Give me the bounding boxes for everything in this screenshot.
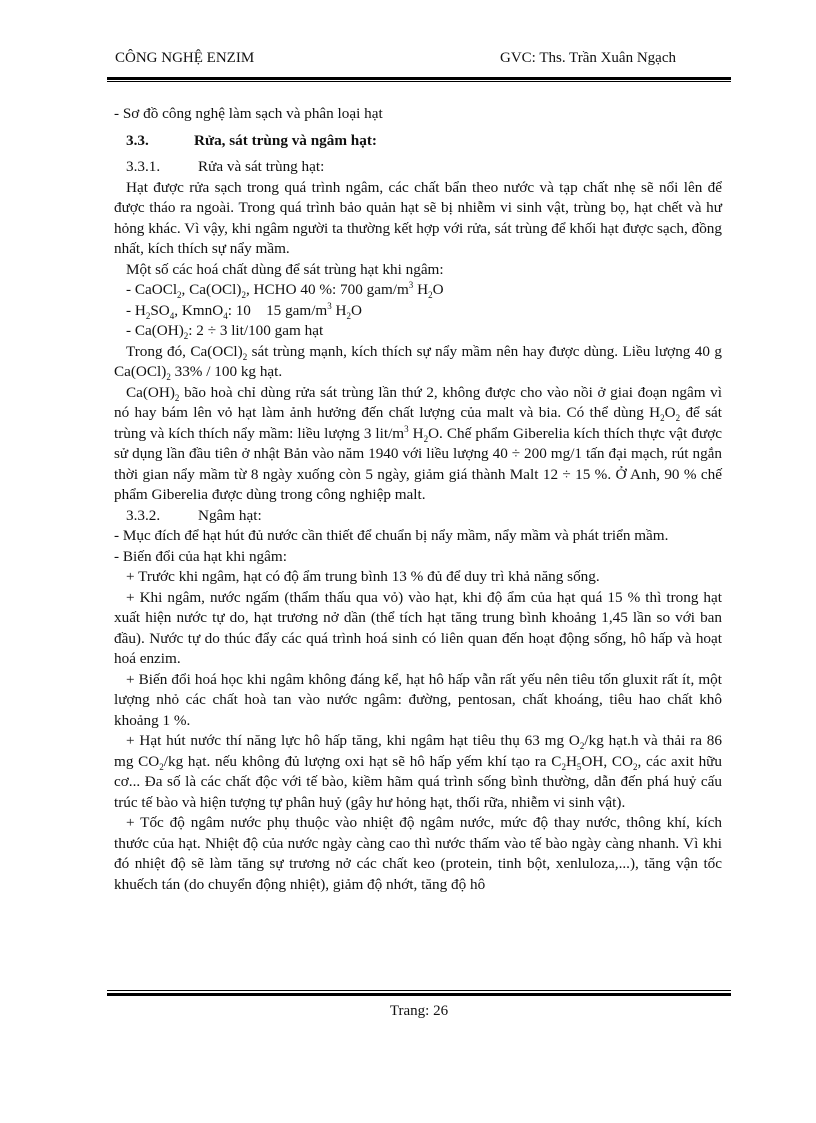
subsection-title: Rửa và sát trùng hạt: <box>198 158 325 175</box>
paragraph: + Khi ngâm, nước ngấm (thẩm thấu qua vỏ) vào hạt, khi độ ẩm của hạt quá 15 % thì trong hạt xuất hiện nước tự do, hạt trương nở dần (thể tích hạt tăng trung bình khoảng 1,45 lần so với ban đầu). Nước tự do thúc đẩy các quá trình hoá sinh có liên quan đến hoạt động sống, hô hấp và hoạt hoá enzim. <box>114 588 722 667</box>
paragraph: + Biến đổi hoá học khi ngâm không đáng kể, hạt hô hấp vẫn rất yếu nên tiêu tốn gluxit rất ít, một lượng nhỏ các chất hoà tan vào nước ngâm: đường, pentosan, chất khoáng, tiêu hao chất khô khoảng 1 %. <box>114 670 722 729</box>
section-number: 3.3. <box>126 131 149 149</box>
chemical-list-item: - $H_2SO_4$, KmnO$_4$: 10 15 gam/$m^3$ $H_2O$ <box>126 300 362 321</box>
paragraph: + Trước khi ngâm, hạt có độ ẩm trung bình 13 % đủ để duy trì khả năng sống. <box>126 568 600 585</box>
paragraph: + Tốc độ ngâm nước phụ thuộc vào nhiệt độ ngâm nước, mức độ thay nước, thông khí, kích thước của hạt. Nhiệt độ của nước ngày càng cao thì nước thấm vào tế bào ngày càng nhanh. Vì khi đó nhiệt độ sẽ làm tăng sự trương nở các chất keo (protein, tinh bột, xenluloza,...), tăng vận tốc khuếch tán (do chuyển động nhiệt), giảm độ nhớt, tăng độ hô <box>114 814 722 893</box>
paragraph: - Mục đích để hạt hút đủ nước cần thiết để chuẩn bị nẩy mầm, nẩy mầm và phát triển mầm. <box>114 527 669 544</box>
paragraph: Trong đó, $Ca(OCl)_2$ sát trùng mạnh, kích thích sự nẩy mầm nên hay được dùng. Liều lượng 40 g $Ca(OCl)_2$ 33% / 100 kg hạt. <box>114 342 722 383</box>
subsection-number: 3.3.2. <box>126 506 161 524</box>
chemical-list-item: - $Ca(OH)_2$: 2 ÷ 3 lit/100 gam hạt <box>126 322 324 342</box>
intro-bullet: - Sơ đồ công nghệ làm sạch và phân loại hạt <box>114 105 383 122</box>
header-lecturer: GVC: Ths. Trần Xuân Ngạch <box>500 50 676 66</box>
section-heading <box>114 131 722 152</box>
page-number: Trang: 26 <box>389 1003 449 1019</box>
paragraph: + Hạt hút nước thí năng lực hô hấp tăng, khi ngâm hạt tiêu thụ 63 mg $O_2/kg$ hạt.h và thải ra 86 mg $CO_2/kg$ hạt. nếu không đủ lượng oxi hạt sẽ hô hấp yếm khí tạo ra $C_2H_5OH$, $CO_2$, các axit hữu cơ... Đa số là các chất độc với tế bào, kiềm hãm quá trình sống bình thường, dẫn đến phá huỷ cấu trúc tế bào và hiện tượng tự phân huỷ (gây hư hỏng hạt, thối rữa, nhiễm vi sinh vật). <box>114 732 722 811</box>
section-title: Rửa, sát trùng và ngâm hạt: <box>194 131 377 149</box>
header-rule-thick <box>107 77 731 80</box>
footer-rule-thick <box>107 993 731 996</box>
document-body <box>114 104 722 895</box>
paragraph: $Ca(OH)_2$ bão hoà chỉ dùng rửa sát trùng lần thứ 2, không được cho vào nồi ở giai đoạn ngâm vì nó hay bám lên vỏ hạt làm ảnh hưởng đến chất lượng của malt và bia. Có thể dùng $H_2O_2$ để sát trùng và kích thích nẩy mầm: liều lượng 3 lit/$m^3$ $H_2O$. Chế phẩm Giberelia kích thích thực vật được sử dụng lần đầu tiên ở nhật Bản vào năm 1940 với liều lượng 40 ÷ 200 mg/1 tấn đại mạch, rút ngắn thời gian nẩy mầm từ 8 ngày xuống còn 5 ngày, giảm giá thành Malt 12 ÷ 15 %. Ở Anh, 90 % chế phẩm Giberelia được dùng trong công nghiệp malt. <box>114 383 722 503</box>
paragraph: Hạt được rửa sạch trong quá trình ngâm, các chất bẩn theo nước và tạp chất nhẹ sẽ nổi lên để được tháo ra ngoài. Trong quá trình bảo quản hạt sẽ bị nhiễm vi sinh vật, trùng bọ, hạt chết và hư hỏng khác. Vì vậy, khi ngâm người ta thường kết hợp với rửa, sát trùng để khối hạt được sạch, đồng nhất, kích thích sự nẩy mầm. <box>114 178 722 257</box>
header-course-title: CÔNG NGHỆ ENZIM <box>115 50 255 66</box>
subsection-title: Ngâm hạt: <box>198 506 262 524</box>
subsection-number: 3.3.1. <box>126 158 161 175</box>
subsection-heading-1 <box>114 157 722 178</box>
footer-rule-thin <box>107 990 731 991</box>
subsection-heading-2 <box>114 506 722 527</box>
paragraph: Một số các hoá chất dùng để sát trùng hạt khi ngâm: <box>126 260 444 278</box>
page-header <box>107 50 731 72</box>
header-rule-thin <box>107 81 731 82</box>
paragraph: - Biến đổi của hạt khi ngâm: <box>114 547 287 565</box>
chemical-list-item: - CaOCl$_2$, $Ca(OCl)_2$, HCHO 40 %: 700 gam/$m^3$ $H_2O$ <box>126 279 444 301</box>
